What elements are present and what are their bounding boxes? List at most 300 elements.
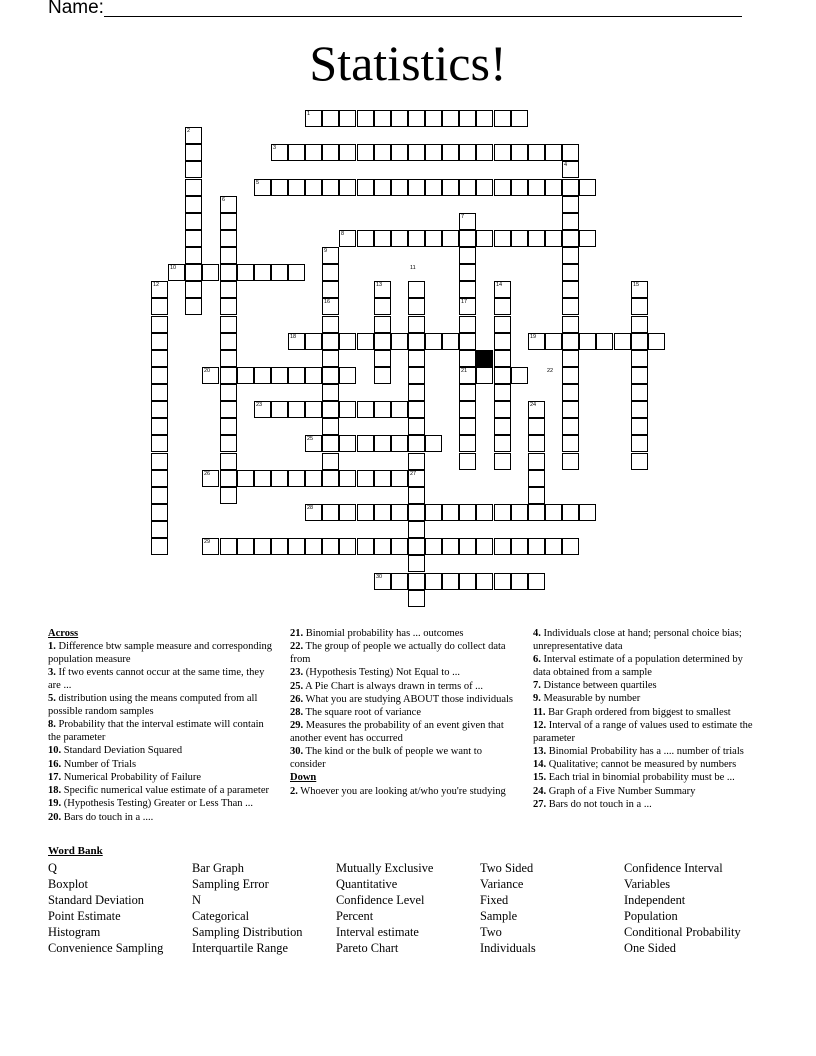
crossword-cell[interactable] bbox=[631, 333, 648, 350]
crossword-cell[interactable] bbox=[391, 333, 408, 350]
crossword-cell[interactable] bbox=[357, 144, 374, 161]
crossword-cell[interactable] bbox=[374, 538, 391, 555]
crossword-cell[interactable] bbox=[494, 230, 511, 247]
crossword-cell[interactable] bbox=[494, 453, 511, 470]
crossword-cell[interactable] bbox=[305, 401, 322, 418]
crossword-cell[interactable] bbox=[185, 298, 202, 315]
crossword-cell[interactable] bbox=[151, 521, 168, 538]
crossword-cell[interactable] bbox=[511, 367, 528, 384]
crossword-cell[interactable] bbox=[357, 401, 374, 418]
crossword-cell[interactable] bbox=[254, 264, 271, 281]
crossword-cell[interactable] bbox=[442, 504, 459, 521]
crossword-cell[interactable] bbox=[425, 538, 442, 555]
crossword-cell[interactable] bbox=[408, 179, 425, 196]
crossword-cell[interactable] bbox=[562, 179, 579, 196]
crossword-cell[interactable] bbox=[579, 333, 596, 350]
crossword-cell[interactable] bbox=[476, 538, 493, 555]
crossword-cell[interactable] bbox=[476, 144, 493, 161]
word-bank-entry: Convenience Sampling bbox=[48, 941, 164, 955]
crossword-cell[interactable] bbox=[374, 179, 391, 196]
crossword-cell[interactable] bbox=[614, 333, 631, 350]
crossword-cell[interactable] bbox=[151, 401, 168, 418]
crossword-cell[interactable] bbox=[288, 401, 305, 418]
crossword-cell[interactable] bbox=[254, 538, 271, 555]
crossword-cell[interactable] bbox=[476, 179, 493, 196]
crossword-cell[interactable] bbox=[459, 504, 476, 521]
crossword-cell[interactable] bbox=[631, 401, 648, 418]
crossword-cell[interactable] bbox=[408, 453, 425, 470]
crossword-cell[interactable] bbox=[494, 367, 511, 384]
crossword-cell[interactable] bbox=[185, 161, 202, 178]
crossword-cell[interactable] bbox=[562, 350, 579, 367]
crossword-cell[interactable] bbox=[476, 573, 493, 590]
crossword-cell[interactable] bbox=[339, 435, 356, 452]
crossword-cell[interactable] bbox=[631, 384, 648, 401]
crossword-cell[interactable] bbox=[596, 333, 613, 350]
crossword-cell[interactable] bbox=[391, 470, 408, 487]
crossword-cell[interactable] bbox=[220, 367, 237, 384]
crossword-cell[interactable] bbox=[391, 401, 408, 418]
crossword-cell[interactable] bbox=[374, 110, 391, 127]
crossword-cell[interactable] bbox=[408, 281, 425, 298]
crossword-cell[interactable] bbox=[322, 333, 339, 350]
crossword-cell[interactable] bbox=[476, 367, 493, 384]
crossword-cell[interactable] bbox=[442, 333, 459, 350]
crossword-cell[interactable] bbox=[528, 230, 545, 247]
crossword-cell[interactable] bbox=[357, 333, 374, 350]
crossword-cell[interactable] bbox=[220, 213, 237, 230]
crossword-cell[interactable] bbox=[322, 418, 339, 435]
crossword-cell[interactable] bbox=[562, 213, 579, 230]
crossword-cell[interactable] bbox=[648, 333, 665, 350]
clue-number: 15 bbox=[633, 282, 640, 288]
crossword-cell[interactable] bbox=[322, 470, 339, 487]
crossword-cell[interactable] bbox=[511, 110, 528, 127]
crossword-cell[interactable] bbox=[562, 264, 579, 281]
crossword-cell[interactable] bbox=[322, 179, 339, 196]
crossword-cell[interactable] bbox=[374, 333, 391, 350]
crossword-cell[interactable] bbox=[339, 179, 356, 196]
crossword-cell[interactable] bbox=[511, 504, 528, 521]
crossword-cell[interactable] bbox=[442, 179, 459, 196]
crossword-cell[interactable] bbox=[459, 230, 476, 247]
crossword-cell[interactable] bbox=[408, 350, 425, 367]
crossword-cell[interactable] bbox=[425, 435, 442, 452]
crossword-cell[interactable] bbox=[408, 384, 425, 401]
crossword-cell[interactable] bbox=[322, 367, 339, 384]
crossword-cell[interactable] bbox=[494, 316, 511, 333]
crossword-cell[interactable] bbox=[408, 144, 425, 161]
crossword-cell[interactable] bbox=[185, 213, 202, 230]
crossword-cell[interactable] bbox=[476, 504, 493, 521]
crossword-cell[interactable] bbox=[425, 333, 442, 350]
crossword-cell[interactable] bbox=[220, 333, 237, 350]
crossword-cell[interactable] bbox=[151, 538, 168, 555]
crossword-cell[interactable] bbox=[562, 418, 579, 435]
crossword-cell[interactable] bbox=[305, 333, 322, 350]
crossword-cell[interactable] bbox=[459, 453, 476, 470]
crossword-cell[interactable] bbox=[254, 367, 271, 384]
crossword-cell[interactable] bbox=[562, 230, 579, 247]
crossword-cell[interactable] bbox=[511, 179, 528, 196]
crossword-cell[interactable] bbox=[408, 316, 425, 333]
word-bank-entry: Variance bbox=[480, 877, 524, 891]
crossword-cell[interactable] bbox=[494, 144, 511, 161]
crossword-cell[interactable] bbox=[459, 110, 476, 127]
crossword-cell[interactable] bbox=[374, 435, 391, 452]
crossword-cell[interactable] bbox=[151, 384, 168, 401]
crossword-cell[interactable] bbox=[288, 179, 305, 196]
crossword-cell[interactable] bbox=[494, 110, 511, 127]
crossword-cell[interactable] bbox=[494, 384, 511, 401]
crossword-cell[interactable] bbox=[631, 435, 648, 452]
crossword-cell[interactable] bbox=[494, 333, 511, 350]
crossword-cell[interactable] bbox=[511, 230, 528, 247]
crossword-cell[interactable] bbox=[305, 538, 322, 555]
crossword-cell[interactable] bbox=[185, 230, 202, 247]
crossword-cell[interactable] bbox=[151, 453, 168, 470]
clue-text: Interval estimate of a population determined by data obtained from a sample bbox=[533, 654, 743, 678]
crossword-cell[interactable] bbox=[459, 435, 476, 452]
crossword-cell[interactable] bbox=[288, 470, 305, 487]
crossword-cell[interactable] bbox=[288, 367, 305, 384]
crossword-cell[interactable] bbox=[220, 298, 237, 315]
crossword-cell[interactable] bbox=[425, 504, 442, 521]
crossword-cell[interactable] bbox=[288, 264, 305, 281]
crossword-cell[interactable] bbox=[254, 470, 271, 487]
crossword-cell[interactable] bbox=[220, 350, 237, 367]
crossword-cell[interactable] bbox=[408, 590, 425, 607]
crossword-cell[interactable] bbox=[408, 521, 425, 538]
crossword-cell[interactable] bbox=[459, 418, 476, 435]
word-bank-entry: Pareto Chart bbox=[336, 941, 399, 955]
crossword-cell[interactable] bbox=[562, 144, 579, 161]
crossword-cell[interactable] bbox=[459, 384, 476, 401]
crossword-cell[interactable] bbox=[459, 350, 476, 367]
crossword-cell[interactable] bbox=[562, 281, 579, 298]
crossword-cell[interactable] bbox=[579, 179, 596, 196]
crossword-cell[interactable] bbox=[562, 367, 579, 384]
clue-number-label: 13. bbox=[533, 745, 547, 757]
crossword-cell[interactable] bbox=[631, 367, 648, 384]
crossword-cell[interactable] bbox=[494, 435, 511, 452]
crossword-cell[interactable] bbox=[579, 230, 596, 247]
crossword-cell[interactable] bbox=[202, 264, 219, 281]
crossword-cell[interactable] bbox=[391, 230, 408, 247]
crossword-cell[interactable] bbox=[220, 418, 237, 435]
crossword-cell[interactable] bbox=[528, 179, 545, 196]
clue bbox=[48, 667, 276, 692]
clue-text: distribution using the means computed from all possible random samples bbox=[48, 693, 258, 717]
crossword-cell[interactable] bbox=[442, 110, 459, 127]
crossword-cell[interactable] bbox=[271, 470, 288, 487]
word-bank-title: Word Bank bbox=[48, 845, 103, 857]
crossword-cell[interactable] bbox=[408, 418, 425, 435]
crossword-cell[interactable] bbox=[357, 110, 374, 127]
crossword-cell[interactable] bbox=[511, 573, 528, 590]
crossword-cell[interactable] bbox=[459, 401, 476, 418]
crossword-cell[interactable] bbox=[562, 401, 579, 418]
crossword-cell[interactable] bbox=[322, 384, 339, 401]
crossword-cell[interactable] bbox=[408, 504, 425, 521]
crossword-cell[interactable] bbox=[237, 470, 254, 487]
crossword-cell[interactable] bbox=[220, 384, 237, 401]
crossword-cell[interactable] bbox=[494, 401, 511, 418]
crossword-cell[interactable] bbox=[322, 144, 339, 161]
crossword-cell[interactable] bbox=[408, 110, 425, 127]
crossword-cell[interactable] bbox=[185, 281, 202, 298]
clue-number: 4 bbox=[564, 162, 568, 168]
crossword-cell[interactable] bbox=[151, 367, 168, 384]
crossword-cell[interactable] bbox=[545, 538, 562, 555]
crossword-cell[interactable] bbox=[494, 298, 511, 315]
crossword-cell[interactable] bbox=[528, 470, 545, 487]
crossword-cell[interactable] bbox=[459, 538, 476, 555]
crossword-cell[interactable] bbox=[374, 298, 391, 315]
crossword-cell[interactable] bbox=[374, 144, 391, 161]
crossword-cell[interactable] bbox=[545, 504, 562, 521]
crossword-cell[interactable] bbox=[511, 144, 528, 161]
crossword-cell[interactable] bbox=[408, 538, 425, 555]
crossword-cell[interactable] bbox=[374, 401, 391, 418]
crossword-cell[interactable] bbox=[357, 470, 374, 487]
crossword-cell[interactable] bbox=[185, 247, 202, 264]
crossword-cell[interactable] bbox=[631, 298, 648, 315]
crossword-cell[interactable] bbox=[220, 316, 237, 333]
crossword-cell[interactable] bbox=[476, 110, 493, 127]
crossword-cell[interactable] bbox=[322, 316, 339, 333]
crossword-cell[interactable] bbox=[408, 298, 425, 315]
crossword-cell[interactable] bbox=[425, 179, 442, 196]
crossword-cell[interactable] bbox=[237, 264, 254, 281]
crossword-cell[interactable] bbox=[391, 179, 408, 196]
crossword-cell[interactable] bbox=[339, 367, 356, 384]
crossword-cell[interactable] bbox=[442, 144, 459, 161]
crossword-cell[interactable] bbox=[305, 179, 322, 196]
crossword-cell[interactable] bbox=[562, 538, 579, 555]
crossword-cell[interactable] bbox=[339, 538, 356, 555]
crossword-cell[interactable] bbox=[562, 435, 579, 452]
crossword-cell[interactable] bbox=[151, 316, 168, 333]
crossword-cell[interactable] bbox=[408, 555, 425, 572]
crossword-cell[interactable] bbox=[408, 333, 425, 350]
crossword-cell[interactable] bbox=[562, 196, 579, 213]
crossword-cell[interactable] bbox=[476, 230, 493, 247]
crossword-cell[interactable] bbox=[185, 144, 202, 161]
crossword-cell[interactable] bbox=[391, 435, 408, 452]
crossword-cell[interactable] bbox=[151, 350, 168, 367]
crossword-cell[interactable] bbox=[408, 401, 425, 418]
crossword-cell[interactable] bbox=[374, 504, 391, 521]
crossword-cell[interactable] bbox=[271, 179, 288, 196]
crossword-cell[interactable] bbox=[459, 264, 476, 281]
crossword-cell[interactable] bbox=[185, 196, 202, 213]
crossword-cell[interactable] bbox=[271, 264, 288, 281]
crossword-cell[interactable] bbox=[322, 538, 339, 555]
crossword-cell[interactable] bbox=[528, 435, 545, 452]
crossword-cell[interactable] bbox=[425, 144, 442, 161]
clue-number: 10 bbox=[170, 265, 177, 271]
clue-number-label: 21. bbox=[290, 628, 304, 639]
crossword-cell[interactable] bbox=[151, 333, 168, 350]
crossword-cell[interactable] bbox=[511, 538, 528, 555]
crossword-cell[interactable] bbox=[442, 573, 459, 590]
crossword-cell[interactable] bbox=[151, 418, 168, 435]
crossword-cell[interactable] bbox=[494, 504, 511, 521]
crossword-cell[interactable] bbox=[391, 144, 408, 161]
crossword-cell[interactable] bbox=[528, 504, 545, 521]
crossword-cell[interactable] bbox=[631, 418, 648, 435]
crossword-cell[interactable] bbox=[391, 504, 408, 521]
crossword-cell[interactable] bbox=[442, 538, 459, 555]
crossword-cell[interactable] bbox=[151, 435, 168, 452]
crossword-cell[interactable] bbox=[357, 538, 374, 555]
crossword-cell[interactable] bbox=[374, 470, 391, 487]
crossword-cell[interactable] bbox=[220, 264, 237, 281]
crossword-cell[interactable] bbox=[408, 230, 425, 247]
crossword-cell[interactable] bbox=[528, 487, 545, 504]
crossword-cell[interactable] bbox=[322, 281, 339, 298]
crossword-cell[interactable] bbox=[459, 144, 476, 161]
crossword-cell[interactable] bbox=[408, 367, 425, 384]
crossword-cell[interactable] bbox=[151, 470, 168, 487]
crossword-cell[interactable] bbox=[322, 435, 339, 452]
crossword-cell[interactable] bbox=[528, 573, 545, 590]
crossword-cell[interactable] bbox=[220, 487, 237, 504]
crossword-cell[interactable] bbox=[459, 179, 476, 196]
crossword-cell[interactable] bbox=[151, 298, 168, 315]
crossword-cell[interactable] bbox=[271, 367, 288, 384]
crossword-cell[interactable] bbox=[220, 247, 237, 264]
crossword-cell[interactable] bbox=[494, 350, 511, 367]
crossword-cell[interactable] bbox=[237, 367, 254, 384]
crossword-cell[interactable] bbox=[494, 573, 511, 590]
crossword-cell[interactable] bbox=[631, 316, 648, 333]
crossword-cell[interactable] bbox=[562, 384, 579, 401]
crossword-cell[interactable] bbox=[339, 144, 356, 161]
crossword-cell[interactable] bbox=[305, 367, 322, 384]
clue-number-label: 14. bbox=[533, 759, 547, 771]
crossword-cell[interactable] bbox=[220, 538, 237, 555]
crossword-cell[interactable] bbox=[374, 316, 391, 333]
crossword-cell[interactable] bbox=[562, 504, 579, 521]
crossword-cell[interactable] bbox=[151, 504, 168, 521]
crossword-cell[interactable] bbox=[391, 110, 408, 127]
crossword-cell[interactable] bbox=[528, 418, 545, 435]
crossword-cell[interactable] bbox=[322, 401, 339, 418]
crossword-cell[interactable] bbox=[185, 264, 202, 281]
crossword-cell[interactable] bbox=[425, 573, 442, 590]
crossword-cell[interactable] bbox=[425, 110, 442, 127]
crossword-cell[interactable] bbox=[459, 316, 476, 333]
clue bbox=[48, 812, 276, 825]
clue-text: Standard Deviation Squared bbox=[61, 745, 183, 757]
crossword-cell[interactable] bbox=[220, 281, 237, 298]
crossword-cell[interactable] bbox=[494, 418, 511, 435]
crossword-cell[interactable] bbox=[185, 179, 202, 196]
crossword-cell[interactable] bbox=[339, 110, 356, 127]
crossword-cell[interactable] bbox=[562, 453, 579, 470]
crossword-cell[interactable] bbox=[528, 144, 545, 161]
crossword-cell[interactable] bbox=[494, 179, 511, 196]
crossword-cell[interactable] bbox=[322, 453, 339, 470]
crossword-cell[interactable] bbox=[425, 230, 442, 247]
crossword-cell[interactable] bbox=[459, 247, 476, 264]
crossword-cell[interactable] bbox=[494, 538, 511, 555]
word-bank-column-3 bbox=[336, 860, 433, 956]
crossword-cell[interactable] bbox=[579, 504, 596, 521]
crossword-cell[interactable] bbox=[357, 179, 374, 196]
crossword-cell[interactable] bbox=[545, 333, 562, 350]
crossword-cell[interactable] bbox=[237, 538, 254, 555]
clue-text: (Hypothesis Testing) Not Equal to ... bbox=[303, 667, 460, 679]
crossword-cell[interactable] bbox=[322, 350, 339, 367]
crossword-cell[interactable] bbox=[305, 470, 322, 487]
crossword-cell[interactable] bbox=[459, 281, 476, 298]
crossword-cell[interactable] bbox=[562, 247, 579, 264]
crossword-cell[interactable] bbox=[220, 401, 237, 418]
crossword-cell[interactable] bbox=[408, 487, 425, 504]
crossword-cell[interactable] bbox=[374, 230, 391, 247]
clue-number: 14 bbox=[496, 282, 503, 288]
word-bank-entry: Quantitative bbox=[336, 877, 398, 891]
crossword-cell[interactable] bbox=[459, 333, 476, 350]
crossword-cell[interactable] bbox=[220, 453, 237, 470]
clue bbox=[48, 745, 276, 758]
crossword-cell[interactable] bbox=[391, 538, 408, 555]
crossword-cell[interactable] bbox=[220, 435, 237, 452]
crossword-cell[interactable] bbox=[322, 110, 339, 127]
crossword-cell[interactable] bbox=[391, 573, 408, 590]
crossword-cell[interactable] bbox=[528, 538, 545, 555]
crossword-cell[interactable] bbox=[322, 504, 339, 521]
crossword-cell[interactable] bbox=[271, 401, 288, 418]
clue-number-label: 22. bbox=[290, 641, 304, 653]
crossword-cell[interactable] bbox=[408, 573, 425, 590]
crossword-cell[interactable] bbox=[357, 504, 374, 521]
crossword-cell[interactable] bbox=[408, 435, 425, 452]
crossword-cell[interactable] bbox=[374, 367, 391, 384]
crossword-cell[interactable] bbox=[305, 144, 322, 161]
crossword-cell[interactable] bbox=[442, 230, 459, 247]
crossword-cell[interactable] bbox=[545, 179, 562, 196]
crossword-cell[interactable] bbox=[339, 470, 356, 487]
crossword-cell[interactable] bbox=[151, 487, 168, 504]
crossword-cell[interactable] bbox=[357, 230, 374, 247]
crossword-cell[interactable] bbox=[374, 350, 391, 367]
crossword-cell[interactable] bbox=[545, 230, 562, 247]
crossword-cell[interactable] bbox=[220, 470, 237, 487]
crossword-cell[interactable] bbox=[322, 264, 339, 281]
crossword-cell[interactable] bbox=[631, 350, 648, 367]
crossword-cell[interactable] bbox=[288, 538, 305, 555]
crossword-cell[interactable] bbox=[220, 230, 237, 247]
crossword-cell[interactable] bbox=[562, 298, 579, 315]
crossword-cell[interactable] bbox=[545, 144, 562, 161]
clue bbox=[48, 719, 276, 744]
crossword-cell[interactable] bbox=[339, 333, 356, 350]
crossword-cell[interactable] bbox=[288, 144, 305, 161]
crossword-cell[interactable] bbox=[562, 316, 579, 333]
crossword-cell[interactable] bbox=[271, 538, 288, 555]
crossword-cell[interactable] bbox=[357, 435, 374, 452]
crossword-cell[interactable] bbox=[459, 573, 476, 590]
crossword-cell[interactable] bbox=[339, 504, 356, 521]
crossword-cell[interactable] bbox=[528, 453, 545, 470]
crossword-cell[interactable] bbox=[562, 333, 579, 350]
crossword-cell[interactable] bbox=[339, 401, 356, 418]
crossword-cell[interactable] bbox=[631, 453, 648, 470]
